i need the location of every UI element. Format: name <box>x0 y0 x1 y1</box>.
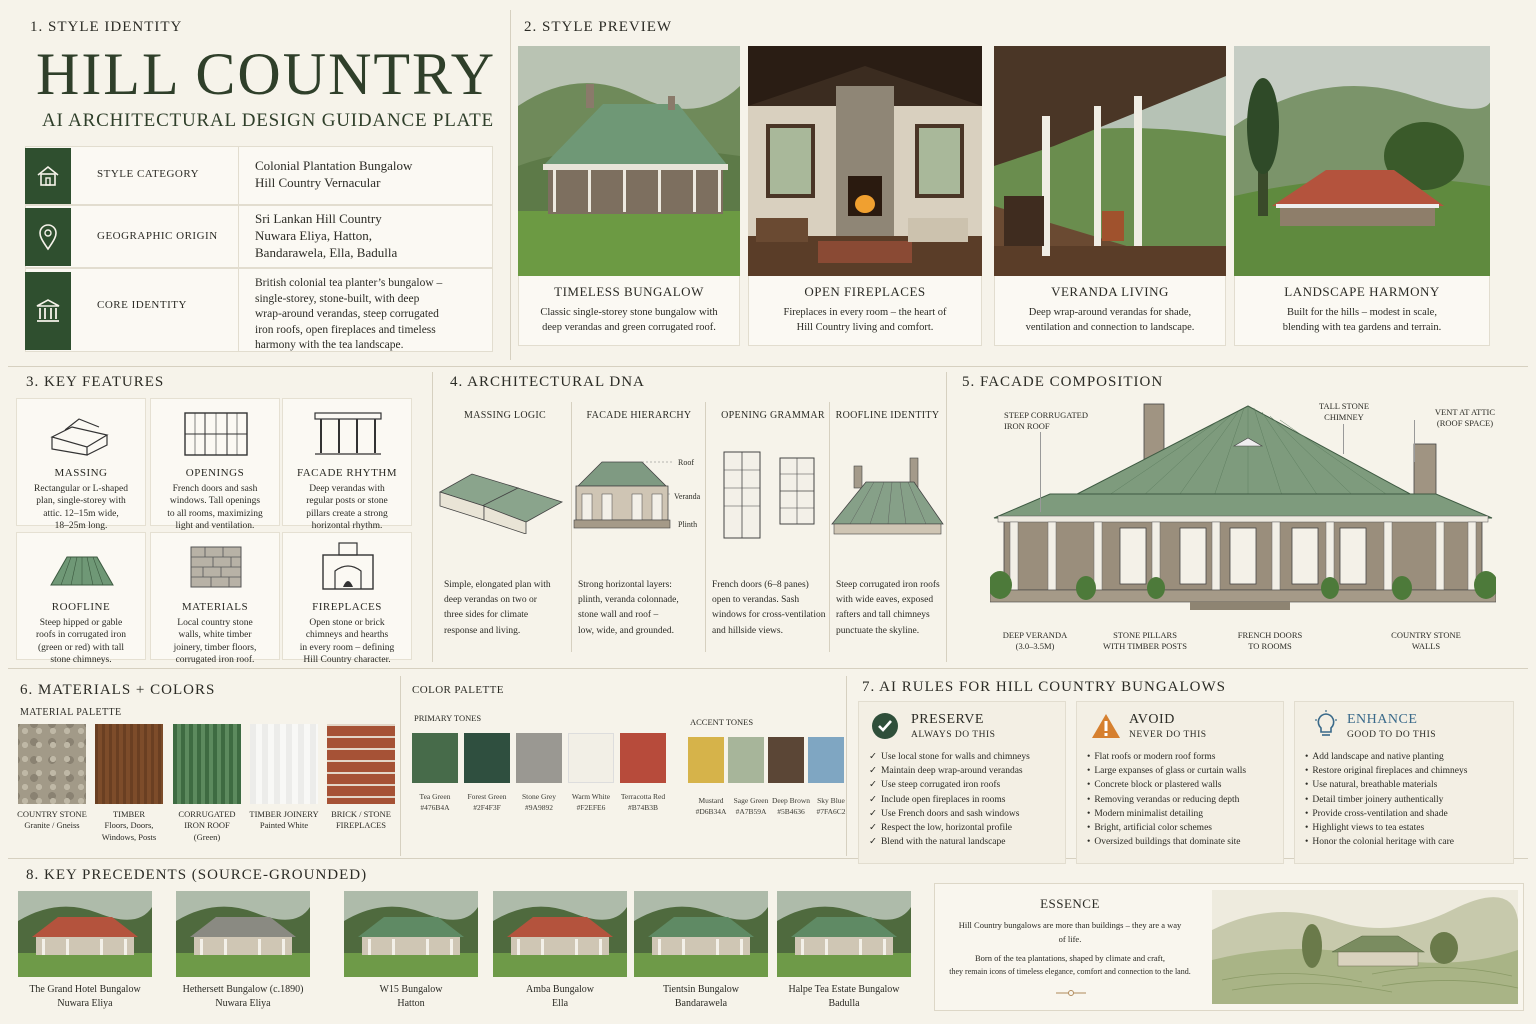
facade-label-veranda <box>990 630 1080 652</box>
feature-desc <box>289 617 405 666</box>
desc-line: windows for cross-ventilation <box>712 610 826 621</box>
check-circle-icon <box>871 712 899 740</box>
desc-line: in every room – defining <box>299 642 395 653</box>
label-line: Floors, Doors, <box>104 820 154 831</box>
facade-label-stone-walls <box>1376 630 1476 652</box>
color-name: Tea Green <box>419 792 451 801</box>
color-swatch <box>412 733 458 783</box>
feature-title: MASSING <box>54 467 108 479</box>
desc-line: Fireplaces in every room – the heart of <box>783 307 947 318</box>
precedent-name: Tientsin Bungalow <box>662 984 740 995</box>
roofline-drawing <box>830 454 945 538</box>
feature-openings <box>150 398 280 532</box>
divider <box>8 668 1528 669</box>
facade-label-chimney <box>1304 401 1384 423</box>
divider <box>25 205 493 206</box>
label-line: TO ROOMS <box>1248 641 1292 652</box>
label-line: IRON ROOF <box>1004 421 1050 432</box>
rule-item: ✓ Include open fireplaces in rooms <box>869 793 1030 807</box>
facade-elevation-drawing <box>990 400 1496 620</box>
divider <box>510 10 511 360</box>
accent-tones-heading: ACCENT TONES <box>690 717 754 727</box>
dna-title: FACADE HIERARCHY <box>586 410 692 421</box>
essence-line: they remain icons of timeless elegance, comfort and connection to the land. <box>949 967 1191 977</box>
page-subtitle: AI ARCHITECTURAL DESIGN GUIDANCE PLATE <box>42 110 494 131</box>
stone-wall-icon <box>181 541 251 591</box>
label-line: CORRUGATED <box>178 809 236 819</box>
divider <box>25 268 493 269</box>
desc-line: stone wall and roof – <box>578 610 659 621</box>
feature-roofline <box>16 532 146 666</box>
desc-line: Hill Country living and comfort. <box>796 322 934 334</box>
color-swatch-label <box>509 791 569 814</box>
rule-item: ✓ Respect the low, horizontal profile <box>869 821 1030 835</box>
rule-item: ✓ Maintain deep wrap-around verandas <box>869 764 1030 778</box>
precedent-name: The Grand Hotel Bungalow <box>29 984 141 995</box>
divider <box>8 366 1528 367</box>
desc-line: regular posts or stone <box>306 496 388 507</box>
facade-label-plinth: Plinth <box>678 520 698 529</box>
color-swatch <box>688 737 724 783</box>
divider <box>238 147 239 351</box>
desc-line: chimneys and hearths <box>305 630 389 641</box>
color-palette-heading: COLOR PALETTE <box>412 684 504 696</box>
precedent-name: Amba Bungalow <box>525 984 595 995</box>
fireplace-icon <box>313 541 383 591</box>
identity-row-geographic-origin <box>25 205 493 268</box>
material-swatch-brick <box>327 724 395 804</box>
label-line: Windows, Posts <box>101 831 157 842</box>
veranda-photo <box>994 46 1226 276</box>
page-title: HILL COUNTRY <box>36 41 497 107</box>
label-line: FIREPLACES <box>335 820 387 831</box>
rule-card-preserve <box>858 701 1066 864</box>
dna-title: MASSING LOGIC <box>464 410 546 421</box>
feature-desc <box>23 483 139 532</box>
rule-item: • Large expanses of glass or curtain walls <box>1087 764 1246 778</box>
rule-list <box>1305 750 1467 849</box>
desc-line: French doors and sash <box>172 484 258 494</box>
feature-title: FACADE RHYTHM <box>296 467 398 479</box>
color-swatch-label <box>801 795 861 818</box>
precedent-name: Hethersett Bungalow (c.1890) <box>182 984 304 995</box>
dna-desc <box>836 578 941 639</box>
desc-line: attic. 12–15m wide, <box>43 508 119 519</box>
desc-line: deep verandas on two or <box>444 595 537 606</box>
color-name: Sky Blue <box>817 796 845 805</box>
rule-item: • Highlight views to tea estates <box>1305 821 1467 835</box>
precedent-place: Nuwara Eliya <box>215 998 271 1009</box>
essence-line: Born of the tea plantations, shaped by climate and craft, <box>974 952 1165 963</box>
precedent-place: Hatton <box>397 998 425 1009</box>
facade-label-veranda: Veranda <box>674 492 701 501</box>
desc-line: windows. Tall openings <box>169 496 261 507</box>
rule-item: • Modern minimalist detailing <box>1087 807 1246 821</box>
desc-line: Classic single-storey stone bungalow with <box>540 307 718 318</box>
precedent-photo <box>493 891 627 977</box>
material-swatch-corrugated-iron <box>173 724 241 804</box>
value-line: harmony with the tea landscape. <box>255 339 404 352</box>
dna-title: ROOFLINE IDENTITY <box>835 410 940 421</box>
precedent-label <box>326 983 496 1011</box>
preview-desc <box>994 305 1226 335</box>
identity-label: STYLE CATEGORY <box>97 168 200 180</box>
rule-list <box>869 750 1030 849</box>
material-palette-heading: MATERIAL PALETTE <box>20 707 122 718</box>
rule-item: • Bright, artificial color schemes <box>1087 821 1246 835</box>
section-heading-materials-colors: 6. MATERIALS + COLORS <box>20 682 216 698</box>
leader-line <box>1040 432 1041 512</box>
primary-tones-heading: PRIMARY TONES <box>414 713 482 723</box>
rule-title: AVOID <box>1129 712 1175 727</box>
feature-title: FIREPLACES <box>312 601 382 613</box>
preview-title: OPEN FIREPLACES <box>804 284 926 299</box>
precedent-label <box>158 983 328 1011</box>
leader-line <box>1343 424 1344 454</box>
columns-building-icon <box>25 272 71 350</box>
color-swatch-label <box>613 791 673 814</box>
identity-value <box>255 158 412 192</box>
color-name: Warm White <box>571 792 611 801</box>
color-swatch-label <box>561 791 621 814</box>
section-heading-ai-rules: 7. AI RULES FOR HILL COUNTRY BUNGALOWS <box>862 679 1226 695</box>
label-line: TALL STONE <box>1318 401 1370 411</box>
preview-title: TIMELESS BUNGALOW <box>554 284 704 299</box>
label-line: WALLS <box>1411 641 1441 652</box>
color-hex: #B74B3B <box>627 803 658 813</box>
feature-desc <box>23 617 139 666</box>
color-swatch <box>568 733 614 783</box>
openings-drawing <box>720 448 830 540</box>
feature-desc <box>157 483 273 532</box>
identity-row-style-category <box>25 147 493 205</box>
desc-line: (green or red) with tall <box>38 642 124 653</box>
desc-line: Strong horizontal layers: <box>578 580 672 590</box>
color-hex: #476B4A <box>420 803 450 813</box>
rule-item: • Use natural, breathable materials <box>1305 778 1467 792</box>
feature-materials <box>150 532 280 666</box>
location-pin-icon <box>25 208 71 266</box>
rule-item: • Honor the colonial heritage with care <box>1305 835 1467 849</box>
feature-massing <box>16 398 146 532</box>
facade-label-vent <box>1420 407 1510 429</box>
precedent-photo <box>18 891 152 977</box>
label-line: TIMBER JOINERY <box>249 809 319 819</box>
color-name: Sage Green <box>733 796 769 805</box>
desc-line: response and living. <box>444 625 521 636</box>
color-hex: #5B4636 <box>777 807 805 817</box>
desc-line: punctuate the skyline. <box>836 625 920 636</box>
desc-line: Deep wrap-around verandas for shade, <box>1028 307 1192 318</box>
dna-opening-grammar <box>706 400 840 650</box>
leader-line <box>1414 420 1415 462</box>
desc-line: Rectangular or L-shaped <box>34 484 128 494</box>
identity-label: CORE IDENTITY <box>97 299 187 311</box>
material-label <box>168 809 246 843</box>
rule-item: ✓ Use local stone for walls and chimneys <box>869 750 1030 764</box>
roof-icon <box>47 541 117 591</box>
warning-icon <box>1091 712 1121 740</box>
rule-title: ENHANCE <box>1347 712 1418 727</box>
value-line: Hill Country Vernacular <box>255 174 381 190</box>
precedent-place: Badulla <box>828 998 860 1009</box>
label-line: IRON ROOF <box>184 820 230 831</box>
desc-line: roofs in corrugated iron <box>36 630 126 641</box>
color-swatch <box>728 737 764 783</box>
rule-card-enhance <box>1294 701 1514 864</box>
color-swatch <box>516 733 562 783</box>
section-heading-style-preview: 2. STYLE PREVIEW <box>524 19 673 35</box>
section-heading-style-identity: 1. STYLE IDENTITY <box>30 19 183 35</box>
section-heading-facade-composition: 5. FACADE COMPOSITION <box>962 374 1164 390</box>
label-line: CHIMNEY <box>1324 412 1364 423</box>
divider <box>400 676 401 856</box>
feature-title: MATERIALS <box>181 601 249 613</box>
color-swatch-label <box>457 791 517 814</box>
precedent-photo <box>777 891 911 977</box>
section-heading-key-precedents: 8. KEY PRECEDENTS (SOURCE-GROUNDED) <box>26 867 368 883</box>
rule-item: • Detail timber joinery authentically <box>1305 793 1467 807</box>
rule-subtitle: ALWAYS DO THIS <box>911 730 996 740</box>
value-line: Colonial Plantation Bungalow <box>255 158 413 173</box>
label-line: (ROOF SPACE) <box>1436 418 1494 429</box>
precedent-photo <box>176 891 310 977</box>
color-swatch <box>768 737 804 783</box>
facade-hierarchy-drawing <box>572 454 672 534</box>
material-swatch-stone <box>18 724 86 804</box>
colonnade-icon <box>313 407 383 457</box>
identity-value <box>255 211 397 262</box>
color-name: Forest Green <box>467 792 507 801</box>
desc-line: plinth, veranda colonnade, <box>578 595 679 606</box>
precedent-label <box>0 983 170 1011</box>
rule-item: • Removing verandas or reducing depth <box>1087 793 1246 807</box>
rule-subtitle: GOOD TO DO THIS <box>1347 730 1437 740</box>
color-hex: #9A9892 <box>525 803 553 813</box>
label-line: (3.0–3.5M) <box>1015 641 1055 652</box>
desc-line: Deep verandas with <box>309 484 385 494</box>
house-icon <box>25 148 71 204</box>
material-swatch-white-joinery <box>250 724 318 804</box>
preview-desc <box>1234 305 1490 335</box>
label-line: Painted White <box>259 820 309 831</box>
label-line: STONE PILLARS <box>1113 630 1177 640</box>
dna-desc <box>444 578 568 639</box>
rule-item: • Flat roofs or modern roof forms <box>1087 750 1246 764</box>
desc-line: Steep hipped or gable <box>39 618 123 628</box>
label-line: COUNTRY STONE <box>1391 630 1461 640</box>
value-line: Sri Lankan Hill Country <box>255 211 382 226</box>
rule-item: • Add landscape and native planting <box>1305 750 1467 764</box>
massing-icon <box>47 407 117 457</box>
ornament-icon <box>1056 988 1086 998</box>
feature-title: ROOFLINE <box>51 601 111 613</box>
label-line: VENT AT ATTIC <box>1434 407 1496 417</box>
precedent-place: Nuwara Eliya <box>57 998 113 1009</box>
precedent-photo <box>344 891 478 977</box>
material-swatch-timber <box>95 724 163 804</box>
desc-line: low, wide, and grounded. <box>578 625 674 636</box>
facade-label-pillars <box>1090 630 1200 652</box>
desc-line: Built for the hills – modest in scale, <box>1287 307 1437 318</box>
precedent-label <box>759 983 929 1011</box>
desc-line: blending with tea gardens and terrain. <box>1282 322 1442 334</box>
material-label <box>13 809 91 832</box>
rule-list <box>1087 750 1246 849</box>
identity-row-core-identity <box>25 268 493 352</box>
label-line: BRICK / STONE <box>331 809 391 819</box>
color-hex: #7FA6C2 <box>816 807 846 817</box>
desc-line: walls, white timber <box>178 630 252 641</box>
massing-drawing <box>438 444 568 534</box>
rule-card-avoid <box>1076 701 1284 864</box>
windows-icon <box>181 407 251 457</box>
precedent-place: Bandarawela <box>674 998 728 1009</box>
desc-line: Steep corrugated iron roofs <box>836 580 940 590</box>
value-line: Nuwara Eliya, Hatton, <box>255 227 372 243</box>
desc-line: stone chimneys. <box>50 655 112 666</box>
desc-line: plan, single-storey with <box>36 496 126 507</box>
landscape-photo <box>1234 46 1490 276</box>
desc-line: to all rooms, maximizing <box>167 508 263 519</box>
facade-label-french-doors <box>1220 630 1320 652</box>
label-line: COUNTRY STONE <box>17 809 87 819</box>
value-line: iron roofs, open fireplaces and timeless <box>255 323 436 336</box>
essence-title: ESSENCE <box>1040 896 1100 911</box>
color-hex: #2F4F3F <box>473 803 501 813</box>
desc-line: open to verandas. Sash <box>712 595 800 606</box>
section-heading-architectural-dna: 4. ARCHITECTURAL DNA <box>450 374 645 390</box>
rule-item: ✓ Use French doors and sash windows <box>869 807 1030 821</box>
desc-line: ventilation and connection to landscape. <box>1025 322 1195 334</box>
preview-title: VERANDA LIVING <box>1051 284 1169 299</box>
label-line: Granite / Gneiss <box>24 820 80 831</box>
color-name: Mustard <box>698 796 724 805</box>
value-line: wrap-around verandas, steep corrugated <box>255 308 439 321</box>
precedent-name: W15 Bungalow <box>379 984 443 995</box>
label-line: WITH TIMBER POSTS <box>1103 641 1187 652</box>
desc-line: Open stone or brick <box>309 618 385 628</box>
rule-item: ✓ Use steep corrugated iron roofs <box>869 778 1030 792</box>
label-line: DEEP VERANDA <box>1002 630 1068 640</box>
value-line: Bandarawela, Ella, Badulla <box>255 244 398 260</box>
rule-item: • Oversized buildings that dominate site <box>1087 835 1246 849</box>
preview-desc <box>518 305 740 335</box>
desc-line: with wide eaves, exposed <box>836 595 934 606</box>
color-name: Deep Brown <box>771 796 811 805</box>
feature-desc <box>157 617 273 666</box>
color-swatch <box>620 733 666 783</box>
divider <box>432 372 433 662</box>
essence-line: Hill Country bungalows are more than buildings – they are a way <box>958 920 1182 930</box>
feature-title: OPENINGS <box>185 467 245 479</box>
rule-title: PRESERVE <box>911 712 984 727</box>
essence-text <box>936 918 1204 979</box>
material-label <box>322 809 400 832</box>
material-label <box>245 809 323 832</box>
rule-item: • Concrete block or plastered walls <box>1087 778 1246 792</box>
material-label <box>90 809 168 843</box>
precedent-name: Halpe Tea Estate Bungalow <box>788 984 900 995</box>
desc-line: Local country stone <box>177 618 253 628</box>
value-line: British colonial tea planter’s bungalow – <box>255 277 443 289</box>
bungalow-photo <box>518 46 740 276</box>
color-swatch-label <box>405 791 465 814</box>
rule-item: ✓ Blend with the natural landscape <box>869 835 1030 849</box>
precedent-photo <box>634 891 768 977</box>
desc-line: corrugated iron roof. <box>175 655 255 666</box>
desc-line: light and ventilation. <box>175 521 255 532</box>
essence-line: of life. <box>1058 934 1082 945</box>
label-line: FRENCH DOORS <box>1237 630 1303 640</box>
dna-desc <box>712 578 836 639</box>
rule-item: • Restore original fireplaces and chimneys <box>1305 764 1467 778</box>
dna-massing-logic <box>438 400 572 650</box>
desc-line: horizontal rhythm. <box>311 521 383 532</box>
desc-line: deep verandas and green corrugated roof. <box>542 322 716 334</box>
color-name: Terracotta Red <box>620 792 666 801</box>
color-swatch <box>808 737 844 783</box>
dna-roofline-identity <box>830 400 945 650</box>
divider <box>946 372 947 662</box>
value-line: single-storey, stone-built, with deep <box>255 292 420 305</box>
desc-line: and hillside views. <box>712 625 783 636</box>
rule-item: • Provide cross-ventilation and shade <box>1305 807 1467 821</box>
desc-line: joinery, timber floors, <box>173 642 257 653</box>
label-line: STEEP CORRUGATED <box>1004 410 1088 420</box>
feature-fireplaces <box>282 532 412 666</box>
facade-label-roof: Roof <box>678 458 694 467</box>
dna-title: OPENING GRAMMAR <box>721 410 825 421</box>
color-hex: #F2EFE6 <box>576 803 606 813</box>
fireplace-photo <box>748 46 982 276</box>
dna-facade-hierarchy <box>572 400 706 650</box>
color-hex: #A7B59A <box>735 807 767 817</box>
desc-line: 18–25m long. <box>54 521 108 532</box>
rule-subtitle: NEVER DO THIS <box>1129 730 1207 740</box>
feature-facade-rhythm <box>282 398 412 532</box>
label-line: (Green) <box>193 831 221 842</box>
precedent-place: Ella <box>551 998 569 1009</box>
color-name: Stone Grey <box>522 792 556 801</box>
dna-desc <box>578 578 702 639</box>
identity-label: GEOGRAPHIC ORIGIN <box>97 230 218 242</box>
section-heading-key-features: 3. KEY FEATURES <box>26 374 165 390</box>
desc-line: rafters and tall chimneys <box>836 610 930 621</box>
preview-desc <box>748 305 982 335</box>
label-line: TIMBER <box>112 809 146 819</box>
desc-line: Simple, elongated plan with <box>444 580 551 590</box>
color-hex: #D6B34A <box>695 807 727 817</box>
facade-label-roof <box>1004 410 1088 432</box>
lightbulb-icon <box>1313 710 1339 740</box>
feature-desc <box>289 483 405 532</box>
desc-line: three sides for climate <box>444 610 529 621</box>
color-swatch <box>464 733 510 783</box>
desc-line: pillars create a strong <box>306 508 388 519</box>
desc-line: French doors (6–8 panes) <box>712 580 809 590</box>
identity-value <box>255 276 442 354</box>
preview-title: LANDSCAPE HARMONY <box>1284 284 1440 299</box>
essence-landscape-sketch <box>1212 890 1518 1004</box>
divider <box>846 676 847 856</box>
desc-line: Hill Country character. <box>303 655 391 666</box>
